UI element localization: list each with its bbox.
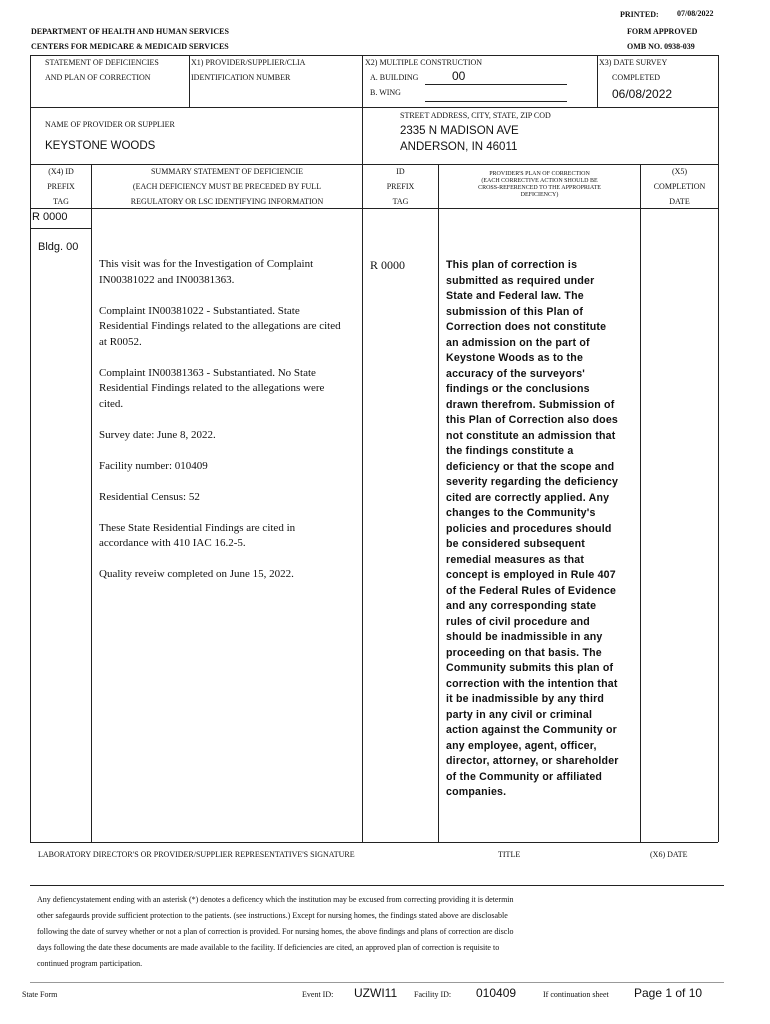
box3-divider bbox=[597, 55, 598, 107]
building-value: 00 bbox=[452, 69, 466, 83]
multiple-construction-label: X2) MULTIPLE CONSTRUCTION bbox=[365, 58, 483, 67]
wing-underline bbox=[425, 101, 567, 102]
summary-paragraph: Facility number: 010409 bbox=[99, 459, 208, 472]
summary-paragraph: Complaint IN00381022 - Substantiated. State Residential Findings related to the allegations are cited at R0052. bbox=[99, 304, 341, 348]
left-tag-rule bbox=[30, 228, 91, 229]
statement-label-1: STATEMENT OF DEFICIENCIES bbox=[45, 58, 159, 67]
provider-name-value: KEYSTONE WOODS bbox=[45, 140, 156, 152]
x4-header-3: TAG bbox=[53, 197, 69, 206]
summary-header-2: (EACH DEFICIENCY MUST BE PRECEDED BY FULL bbox=[132, 182, 322, 191]
disclaimer-line: continued program participation. bbox=[37, 959, 143, 968]
box-row-rule bbox=[30, 107, 718, 108]
summary-paragraph: This visit was for the Investigation of Complaint IN00381022 and IN00381363. bbox=[99, 258, 314, 286]
summary-header-3: REGULATORY OR LSC IDENTIFYING INFORMATION bbox=[130, 197, 324, 206]
title-label: TITLE bbox=[498, 850, 521, 859]
date-survey-value: 06/08/2022 bbox=[612, 87, 673, 101]
summary-paragraph: Residential Census: 52 bbox=[99, 490, 200, 503]
header-rule bbox=[30, 55, 718, 56]
signature-bottom-rule bbox=[30, 885, 724, 886]
cms-title: CENTERS FOR MEDICARE & MEDICAID SERVICES bbox=[31, 42, 229, 51]
x5-header-3: DATE bbox=[669, 197, 690, 206]
id-header-3: TAG bbox=[392, 197, 409, 206]
disclaimer-line: days following the date these documents are made available to the facility. If deficiencies are cited, an approved plan of correction is requisite to bbox=[37, 943, 500, 952]
x4-header-1: (X4) ID bbox=[48, 167, 74, 176]
wing-label: B. WING bbox=[370, 88, 401, 97]
building-tag: Bldg. 00 bbox=[38, 241, 79, 253]
facility-id-value: 010409 bbox=[476, 986, 517, 1000]
page-number: Page 1 of 10 bbox=[634, 986, 703, 1000]
event-id-label: Event ID: bbox=[302, 990, 334, 999]
printed-label: PRINTED: bbox=[620, 10, 659, 19]
col-divider-4 bbox=[640, 164, 641, 842]
facility-id-label: Facility ID: bbox=[414, 990, 452, 999]
address-label: STREET ADDRESS, CITY, STATE, ZIP COD bbox=[400, 111, 551, 120]
column-header-rule bbox=[30, 208, 718, 209]
id-header-2: PREFIX bbox=[386, 182, 415, 191]
col-divider-1 bbox=[91, 164, 92, 842]
right-tag: R 0000 bbox=[370, 258, 406, 272]
disclaimer-line: other safegaurds provide sufficient protection to the patients. (see instructions.) Except for nursing homes, the findings stated above are disclosable bbox=[37, 911, 508, 920]
box1-divider bbox=[189, 55, 190, 107]
provider-row-rule bbox=[30, 164, 718, 165]
poc-header-1: PROVIDER'S PLAN OF CORRECTION bbox=[489, 171, 590, 177]
summary-paragraph: Quality reveiw completed on June 15, 2022. bbox=[99, 568, 294, 580]
printed-date: 07/08/2022 bbox=[677, 9, 714, 18]
provider-clia-label-2: IDENTIFICATION NUMBER bbox=[191, 73, 291, 82]
footer-rule bbox=[30, 982, 724, 983]
x4-header-2: PREFIX bbox=[47, 182, 75, 191]
disclaimer bbox=[37, 892, 727, 972]
event-id-value: UZWI11 bbox=[354, 986, 398, 1000]
provider-name-label: NAME OF PROVIDER OR SUPPLIER bbox=[45, 120, 175, 129]
director-signature-label: LABORATORY DIRECTOR'S OR PROVIDER/SUPPLIER REPRESENTATIVE'S SIGNATURE bbox=[38, 850, 355, 859]
summary-paragraph: Survey date: June 8, 2022. bbox=[99, 428, 216, 441]
id-header-1: ID bbox=[396, 167, 405, 176]
statement-label-2: AND PLAN OF CORRECTION bbox=[45, 73, 151, 82]
x5-header-1: (X5) bbox=[671, 167, 688, 176]
disclaimer-line: following the date of survey whether or not a plan of correction is provided. For nursing homes, the above findings and plans of correction are disclo bbox=[37, 927, 514, 936]
address-line-2: ANDERSON, IN 46011 bbox=[400, 141, 518, 153]
building-underline bbox=[425, 84, 567, 85]
col-divider-2 bbox=[362, 164, 363, 842]
left-tag: R 0000 bbox=[32, 211, 68, 223]
disclaimer-line: Any defiencystatement ending with an asterisk (*) denotes a deficency which the institution may be excused from correcting providing it is determin bbox=[37, 895, 514, 904]
date-survey-label-2: COMPLETED bbox=[612, 73, 660, 82]
date-survey-label-1: X3) DATE SURVEY bbox=[599, 58, 668, 67]
poc-header-3: CROSS-REFERENCED TO THE APPROPRIATE bbox=[478, 185, 601, 191]
continuation-label: If continuation sheet bbox=[543, 990, 609, 999]
poc-header bbox=[439, 171, 640, 199]
omb-number: OMB NO. 0938-039 bbox=[627, 42, 695, 51]
provider-clia-label-1: X1) PROVIDER/SUPPLIER/CLIA bbox=[191, 58, 306, 67]
deficiency-summary bbox=[99, 257, 344, 598]
state-form-label: State Form bbox=[22, 990, 58, 999]
poc-header-2: (EACH CORRECTIVE ACTION SHOULD BE bbox=[481, 178, 598, 184]
summary-paragraph: These State Residential Findings are cited in accordance with 410 IAC 16.2-5. bbox=[99, 521, 296, 549]
x5-header-2: COMPLETION bbox=[653, 182, 706, 191]
building-label: A. BUILDING bbox=[370, 73, 419, 82]
frame-right bbox=[718, 55, 719, 842]
poc-header-4: DEFICIENCY) bbox=[520, 192, 559, 198]
dept-title: DEPARTMENT OF HEALTH AND HUMAN SERVICES bbox=[31, 27, 229, 36]
form-approved: FORM APPROVED bbox=[627, 27, 698, 36]
x6-date-label: (X6) DATE bbox=[650, 850, 688, 859]
address-line-1: 2335 N MADISON AVE bbox=[400, 125, 519, 137]
plan-of-correction-text: This plan of correction is submitted as required under State and Federal law. The submission of this Plan of Correction does not constitute an admission on the part of Keystone Woods as to the accuracy of the surveyors' findings or the conclusions drawn therefrom. Submission of this Plan of Correction also does not constitute an admission that the findings constitute a deficiency or that the scope and severity regarding the deficiency cited are correctly applied. Any changes to the Community's policies and procedures should be considered subsequent remedial measures as that concept is employed in Rule 407 of the Federal Rules of Evidence and any corresponding state rules of civil procedure and should be inadmissible in any proceeding on that basis. The Community submits this plan of correction with the intention that it be inadmissible by any third party in any civil or criminal action against the Community or any employee, agent, officer, director, attorney, or shareholder of the Community or affiliated companies. bbox=[446, 259, 619, 798]
signature-top-rule bbox=[30, 842, 718, 843]
summary-header-1: SUMMARY STATEMENT OF DEFICIENCIE bbox=[150, 167, 304, 176]
summary-paragraph: Complaint IN00381363 - Substantiated. No State Residential Findings related to the allegations were cited. bbox=[99, 366, 325, 410]
col-divider-3 bbox=[438, 164, 439, 842]
box2-divider bbox=[362, 55, 363, 165]
